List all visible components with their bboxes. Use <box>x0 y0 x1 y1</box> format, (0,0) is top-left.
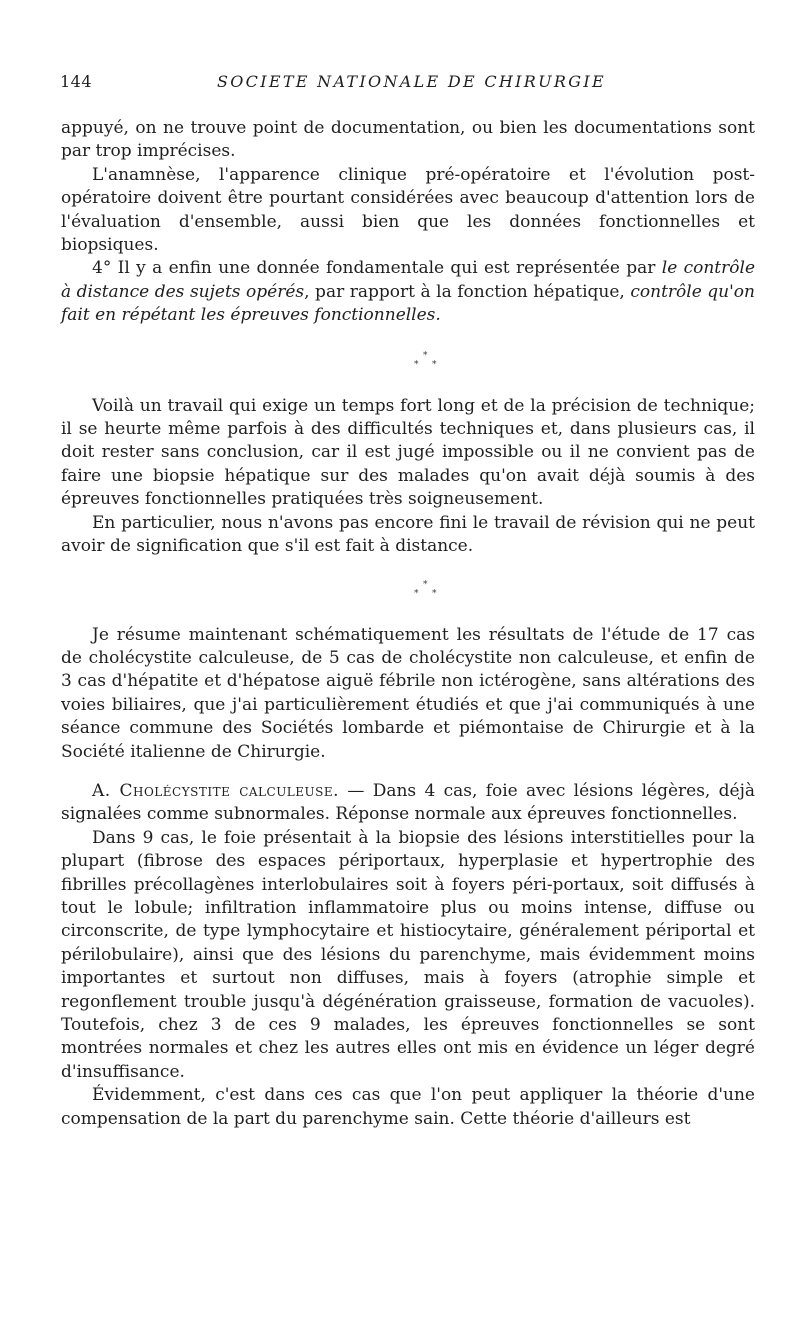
asterisk-right: * <box>432 359 437 370</box>
section-a-text: — Dans 4 cas, foie avec lésions légères, déjà signalées comme subnormales. Réponse normale aux épreuves fonctionnelles. <box>61 780 755 825</box>
page-number: 144 <box>60 72 93 91</box>
paragraph-evidemment: Évidemment, c'est dans ces cas que l'on peut appliquer la théorie d'une compensation de la part du parenchyme sain. Cette théorie d'ailleurs est <box>61 1085 755 1129</box>
paragraph-revision: En particulier, nous n'avons pas encore fini le travail de révision qui ne peut avoir de signification que s'il est fait à distance. <box>61 512 755 557</box>
body-text <box>61 117 755 1131</box>
asterisk-top: * <box>423 579 428 590</box>
section-heading: A. Cholécystite calculeuse. <box>92 780 340 801</box>
point-4-text: 4° Il y a enfin une donnée fondamentale qui est représentée par <box>92 258 662 279</box>
asterism-separator <box>406 574 446 600</box>
running-title: SOCIETE NATIONALE DE CHIRURGIE <box>217 72 606 91</box>
paragraph-section-a <box>61 780 755 827</box>
point-4-italic-phrase: le contrôle à distance des sujets opérés <box>61 258 755 302</box>
asterism-separator <box>406 345 446 371</box>
point-4-middle-text: , par rapport à la fonction hépatique, <box>304 281 631 302</box>
paragraph-resume: Je résume maintenant schématiquement les résultats de l'étude de 17 cas de cholécystite calculeuse, de 5 cas de cholécystite non calculeuse, et enfin de 3 cas d'hépatite et d'hépatose aiguë fébrile non ictérogène, sans altérations des voies biliaires, que j'ai particulièrement étudiés et que j'ai communiqués à une séance commune des Sociétés lombarde et piémontaise de Chirurgie et à la Société italienne de Chirurgie. <box>61 624 755 762</box>
asterisk-top: * <box>423 350 428 361</box>
point-4-italic-clause: contrôle qu'on fait en répétant les épreuves fonctionnelles. <box>61 281 755 326</box>
paragraph-9-cas: Dans 9 cas, le foie présentait à la biopsie des lésions interstitielles pour la plupart (fibrose des espaces périportaux, hyperplasie et hypertrophie des fibrilles précollagènes interlobulaires soit à foyers péri-portaux, soit diffusés à tout le lobule; infiltration inflammatoire plus ou moins intense, diffuse ou circonscrite, de type lymphocytaire et histiocytaire, généralement périportal et périlobulaire), ainsi que des lésions du parenchyme, mais évidemment moins importantes et surtout non diffuses, mais à foyers (atrophie simple et regonflement trouble jusqu'à dégénération graisseuse, formation de vacuoles). Toutefois, chez 3 de ces 9 malades, les épreuves fonctionnelles se sont montrées normales et chez les autres elles ont mis en évidence un léger degré d'insuffisance. <box>61 827 755 1082</box>
paragraph-travail: Voilà un travail qui exige un temps fort long et de la précision de technique; il se heurte même parfois à des difficultés techniques et, dans plusieurs cas, il doit rester sans conclusion, car il est jugé impossible ou il ne convient pas de faire une biopsie hépatique sur des malades qu'on avait déjà soumis à des épreuves fonctionnelles pratiquées très soigneusement. <box>61 395 755 510</box>
asterisk-left: * <box>414 588 419 599</box>
asterisk-right: * <box>432 588 437 599</box>
paragraph-anamnese: L'anamnèse, l'apparence clinique pré-opératoire et l'évolution post-opératoire doivent être pourtant considérées avec beaucoup d'attention lors de l'évaluation d'ensemble, aussi bien que les données fonctionnelles et biopsiques. <box>61 164 755 256</box>
page-header <box>60 72 756 96</box>
paragraph-continuation: appuyé, on ne trouve point de documentation, ou bien les documentations sont par trop imprécises. <box>61 118 755 162</box>
paragraph-point-4 <box>61 257 755 327</box>
asterisk-left: * <box>414 359 419 370</box>
